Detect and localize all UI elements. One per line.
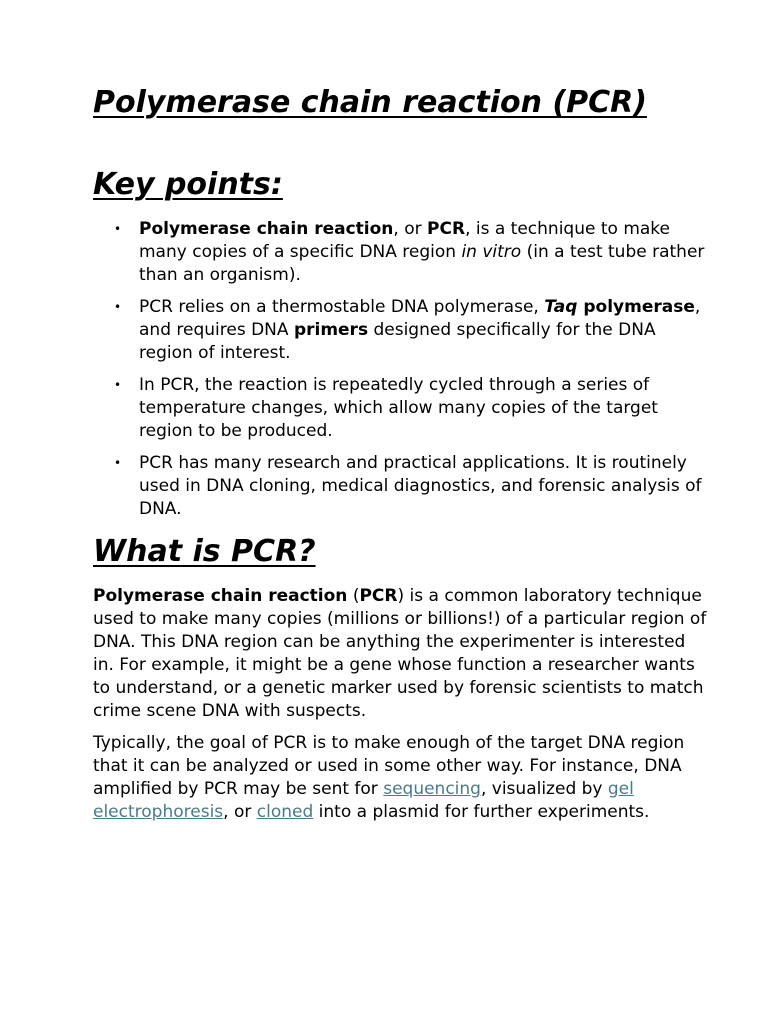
text-run: , and requires DNA xyxy=(139,297,701,340)
text-run: ) is a common laboratory technique used to make many copies (millions or billions!) of a particular region of DNA. This DNA region can be anything the experimenter is interested in. For example, it might be a gene whose function a researcher wants to understand, or a genetic marker used by forensic scientists to match crime scene DNA with suspects. xyxy=(93,586,707,721)
text-run: In PCR, the reaction is repeatedly cycled through a series of temperature changes, which allow many copies of the target region to be produced. xyxy=(139,375,658,441)
cloned-link[interactable]: cloned xyxy=(256,802,314,822)
term-bold: Polymerase chain reaction xyxy=(139,219,394,239)
text-run: (in a test tube rather than an organism). xyxy=(139,242,705,285)
text-run: , visualized by xyxy=(480,779,608,799)
text-run: , or xyxy=(223,802,257,822)
term-italic: in vitro xyxy=(461,242,522,262)
term-bold: PCR xyxy=(359,586,398,606)
list-item xyxy=(114,374,708,443)
what-is-pcr-heading: What is PCR? xyxy=(93,534,316,569)
term-bold: polymerase xyxy=(577,297,695,317)
list-item xyxy=(114,218,708,287)
paragraph-goal xyxy=(93,732,708,824)
paragraph-definition xyxy=(93,585,708,723)
key-points-heading: Key points: xyxy=(93,167,283,202)
term-bold: Polymerase chain reaction xyxy=(93,586,348,606)
text-run: into a plasmid for further experiments. xyxy=(313,802,650,822)
text-run: PCR relies on a thermostable DNA polymerase, xyxy=(139,297,545,317)
text-run: , or xyxy=(393,219,428,239)
list-item xyxy=(114,296,708,365)
key-points-list xyxy=(93,218,708,521)
bullet-marker: • xyxy=(114,378,122,392)
bullet-marker: • xyxy=(114,456,122,470)
list-item xyxy=(114,452,708,521)
term-bold: PCR xyxy=(427,219,466,239)
term-bold: primers xyxy=(293,320,369,340)
text-run: Typically, the goal of PCR is to make enough of the target DNA region that it can be analyzed or used in some other way. For instance, DNA amplified by PCR may be sent for xyxy=(93,733,685,799)
text-run: PCR has many research and practical applications. It is routinely used in DNA cloning, medical diagnostics, and forensic analysis of DNA. xyxy=(139,453,702,519)
text-run: designed specifically for the DNA region of interest. xyxy=(139,320,656,363)
text-run: ( xyxy=(347,586,360,606)
document-title: Polymerase chain reaction (PCR) xyxy=(93,85,647,120)
text-run: , is a technique to make many copies of a specific DNA region xyxy=(139,219,670,262)
term-bold-italic: Taq xyxy=(544,297,578,317)
bullet-marker: • xyxy=(114,300,122,314)
gel-electrophoresis-link[interactable]: gel electrophoresis xyxy=(93,779,634,822)
sequencing-link[interactable]: sequencing xyxy=(383,779,481,799)
bullet-marker: • xyxy=(114,222,122,236)
